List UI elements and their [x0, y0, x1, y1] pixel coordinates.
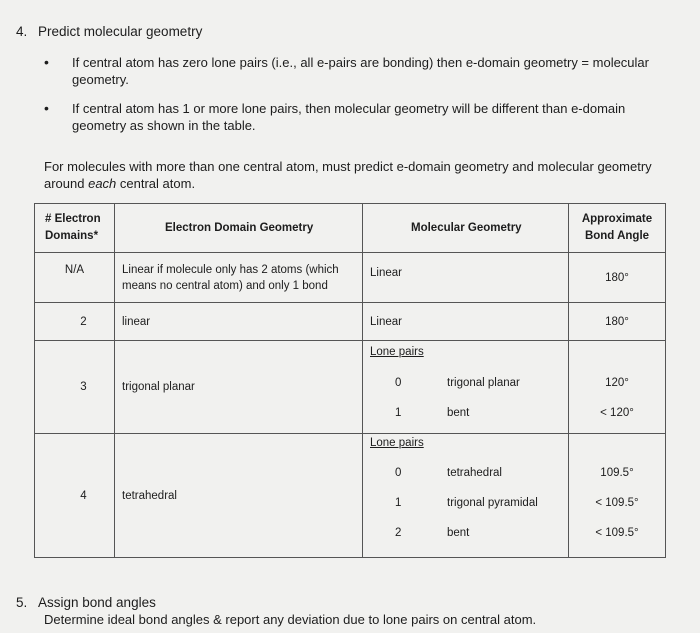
- molecular-geometry-name: tetrahedral: [447, 467, 502, 480]
- angle-cell: 180°: [569, 303, 666, 341]
- section-4-heading: [16, 24, 202, 39]
- header-text: Domains*: [45, 229, 99, 242]
- lone-pairs-header: Lone pairs: [370, 345, 424, 358]
- bullet-dot: •: [44, 54, 49, 70]
- angle-value: < 109.5°: [595, 497, 639, 510]
- edg-cell: tetrahedral: [115, 434, 363, 558]
- header-domains: [35, 204, 115, 253]
- header-mg: Molecular Geometry: [363, 204, 569, 253]
- bullet-dot: •: [44, 100, 49, 116]
- header-text: Approximate: [581, 212, 653, 225]
- mg-cell: Linear: [363, 252, 569, 303]
- angle-cell: [569, 340, 666, 433]
- paragraph-text: central atom.: [116, 176, 196, 191]
- lone-pairs-header: Lone pairs: [370, 437, 424, 450]
- angle-value: < 109.5°: [595, 527, 639, 540]
- section-5-title: Assign bond angles: [38, 595, 156, 610]
- angle-value: < 120°: [600, 406, 634, 419]
- molecular-geometry-name: bent: [447, 527, 470, 540]
- paragraph-line: For molecules with more than one central atom, must predict e-domain geometry and molecular geometry: [44, 159, 652, 174]
- bullet-text-line: geometry.: [72, 72, 129, 87]
- domains-cell: N/A: [35, 252, 115, 303]
- angle-value: 120°: [605, 376, 629, 389]
- geometry-table: [34, 203, 666, 558]
- bullet-text-line: geometry as shown in the table.: [72, 118, 256, 133]
- header-text: Bond Angle: [584, 229, 650, 242]
- section-4-number: 4.: [16, 24, 28, 39]
- lone-pairs-count: 0: [395, 376, 402, 389]
- mg-cell: Linear: [363, 303, 569, 341]
- domains-cell: 4: [35, 434, 115, 558]
- paragraph-text: around: [44, 176, 89, 191]
- mg-cell: [363, 434, 569, 558]
- angle-cell: 180°: [569, 252, 666, 303]
- edg-cell: [115, 252, 363, 303]
- angle-cell: [569, 434, 666, 558]
- paragraph-emphasis: each: [88, 176, 117, 191]
- bullet-text-line: If central atom has 1 or more lone pairs, then molecular geometry will be different than e-domain: [72, 101, 626, 116]
- header-text: # Electron: [45, 212, 101, 225]
- section-5-heading: [16, 595, 156, 610]
- paragraph: [44, 158, 684, 192]
- molecular-geometry-name: bent: [447, 406, 470, 419]
- mg-cell: [363, 340, 569, 433]
- domains-cell: 2: [35, 303, 115, 341]
- lone-pairs-count: 0: [395, 467, 402, 480]
- section-5-number: 5.: [16, 595, 28, 610]
- domains-cell: 3: [35, 340, 115, 433]
- lone-pairs-count: 1: [395, 406, 402, 419]
- table-row: [35, 340, 666, 433]
- edg-text: means no central atom) and only 1 bond: [122, 279, 328, 292]
- edg-cell: trigonal planar: [115, 340, 363, 433]
- section-4-title: Predict molecular geometry: [38, 24, 203, 39]
- edg-text: Linear if molecule only has 2 atoms (which: [122, 263, 339, 276]
- header-edg: Electron Domain Geometry: [115, 204, 363, 253]
- edg-cell: linear: [115, 303, 363, 341]
- table-header-row: [35, 204, 666, 253]
- lone-pairs-count: 1: [395, 497, 402, 510]
- bullet-text-line: If central atom has zero lone pairs (i.e., all e-pairs are bonding) then e-domain geometry = molecular: [72, 55, 649, 70]
- table-row: [35, 303, 666, 341]
- angle-value: 109.5°: [600, 467, 634, 480]
- header-angle: [569, 204, 666, 253]
- section-5-subtitle: Determine ideal bond angles & report any deviation due to lone pairs on central atom.: [44, 612, 537, 627]
- molecular-geometry-name: trigonal planar: [447, 376, 520, 389]
- table-row: [35, 434, 666, 558]
- molecular-geometry-name: trigonal pyramidal: [447, 497, 538, 510]
- table-row: [35, 252, 666, 303]
- lone-pairs-count: 2: [395, 527, 402, 540]
